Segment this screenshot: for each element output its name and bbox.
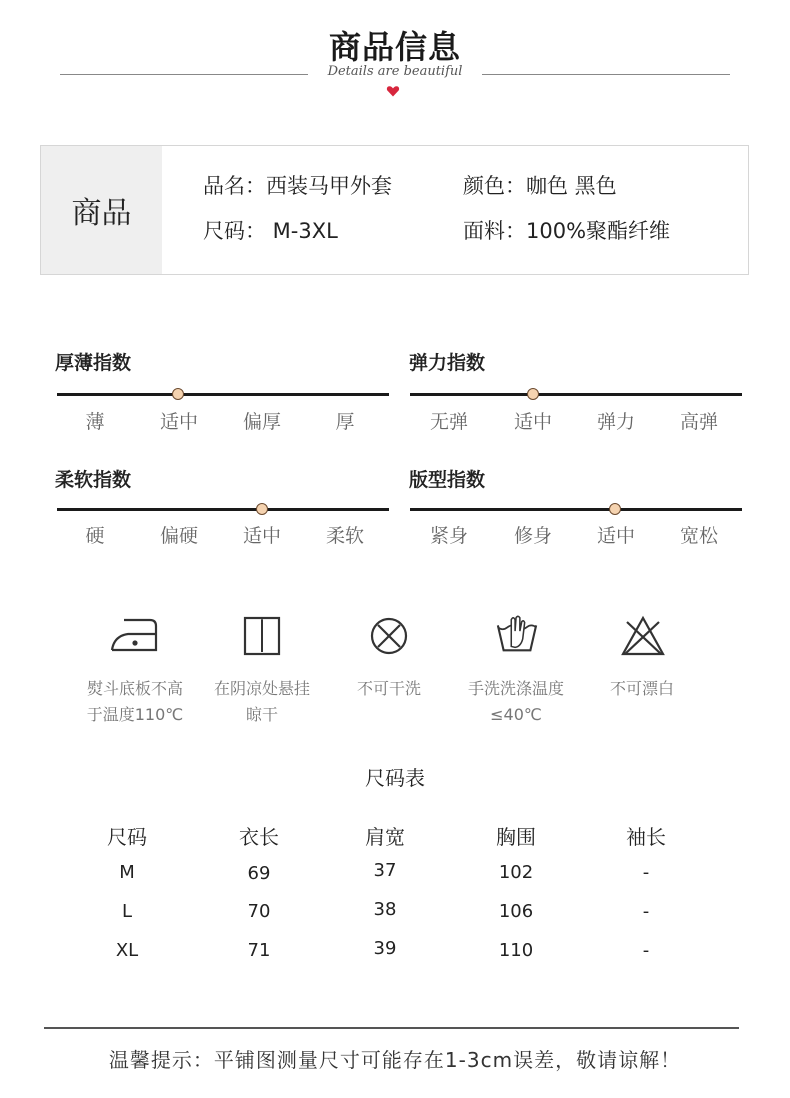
- fit-label: 适中: [596, 525, 635, 547]
- table-cell: -: [642, 940, 650, 961]
- product-size: 尺码： M-3XL: [203, 219, 338, 243]
- elasticity-label: 适中: [513, 411, 552, 433]
- table-cell: 37: [373, 860, 397, 881]
- fit-label: 修身: [513, 525, 552, 547]
- thickness-label: 薄: [85, 411, 105, 433]
- elasticity-label: 弹力: [596, 411, 635, 433]
- size-header: 胸围: [496, 825, 536, 849]
- table-cell: 110: [498, 940, 534, 961]
- no-dry-clean-icon: [361, 614, 417, 658]
- table-cell: -: [642, 901, 650, 922]
- elasticity-index-bar: [410, 393, 742, 396]
- size-header: 袖长: [626, 825, 666, 849]
- softness-label: 适中: [242, 525, 281, 547]
- thickness-label: 厚: [335, 411, 355, 433]
- softness-label: 柔软: [325, 525, 364, 547]
- thickness-label: 适中: [159, 411, 198, 433]
- table-cell: L: [121, 901, 133, 922]
- fit-index-title: 版型指数: [409, 469, 486, 491]
- table-cell: 70: [247, 901, 271, 922]
- page-title: 商品信息: [328, 28, 461, 66]
- hand-wash-icon: [489, 612, 545, 656]
- table-cell: 38: [373, 899, 397, 920]
- softness-index-title: 柔软指数: [55, 469, 132, 491]
- info-label: 商品: [41, 146, 162, 274]
- elasticity-label: 无弹: [429, 411, 468, 433]
- thickness-label: 偏厚: [242, 411, 281, 433]
- care-text-dry: 在阴凉处悬挂 晾干: [213, 679, 310, 724]
- fit-index-dot: [609, 503, 621, 515]
- thickness-index-dot: [172, 388, 184, 400]
- header-subtitle: Details are beautiful: [327, 64, 463, 79]
- care-text-iron: 熨斗底板不高 于温度110℃: [86, 679, 184, 724]
- elasticity-index-dot: [527, 388, 539, 400]
- product-fabric: 面料：100%聚酯纤维: [463, 219, 671, 243]
- thickness-index-bar: [57, 393, 389, 396]
- product-name: 品名：西装马甲外套: [203, 174, 392, 198]
- table-cell: XL: [115, 940, 139, 961]
- care-text-hand-wash: 手洗洗涤温度 ≤40℃: [467, 679, 564, 724]
- table-cell: 69: [247, 863, 271, 884]
- size-header: 衣长: [239, 825, 279, 849]
- no-bleach-icon: [615, 614, 671, 658]
- fit-label: 紧身: [429, 525, 468, 547]
- softness-label: 硬: [85, 525, 105, 547]
- table-cell: -: [642, 862, 650, 883]
- product-info-box: [40, 145, 749, 275]
- fit-index-bar: [410, 508, 742, 511]
- line-dry-shade-icon: [234, 614, 290, 658]
- softness-label: 偏硬: [159, 525, 198, 547]
- footer-tip: 温馨提示：平铺图测量尺寸可能存在1-3cm误差，敬请谅解！: [108, 1048, 682, 1072]
- softness-index-dot: [256, 503, 268, 515]
- table-cell: 106: [498, 901, 534, 922]
- fit-label: 宽松: [679, 525, 718, 547]
- table-cell: 102: [498, 862, 534, 883]
- care-text-no-dry-clean: 不可干洗: [356, 679, 421, 698]
- size-header: 尺码: [107, 825, 147, 849]
- thickness-index-title: 厚薄指数: [55, 352, 132, 374]
- product-color: 颜色：咖色 黑色: [463, 174, 617, 198]
- care-text-no-bleach: 不可漂白: [609, 679, 674, 698]
- heart-icon: [386, 84, 400, 98]
- size-table-title: 尺码表: [365, 766, 425, 790]
- table-cell: 39: [373, 938, 397, 959]
- elasticity-index-title: 弹力指数: [409, 352, 486, 374]
- iron-low-temp-icon: [106, 614, 162, 658]
- table-cell: M: [119, 862, 135, 883]
- size-header: 肩宽: [365, 825, 405, 849]
- softness-index-bar: [57, 508, 389, 511]
- elasticity-label: 高弹: [679, 411, 718, 433]
- footer-divider: [44, 1027, 739, 1029]
- table-cell: 71: [247, 940, 271, 961]
